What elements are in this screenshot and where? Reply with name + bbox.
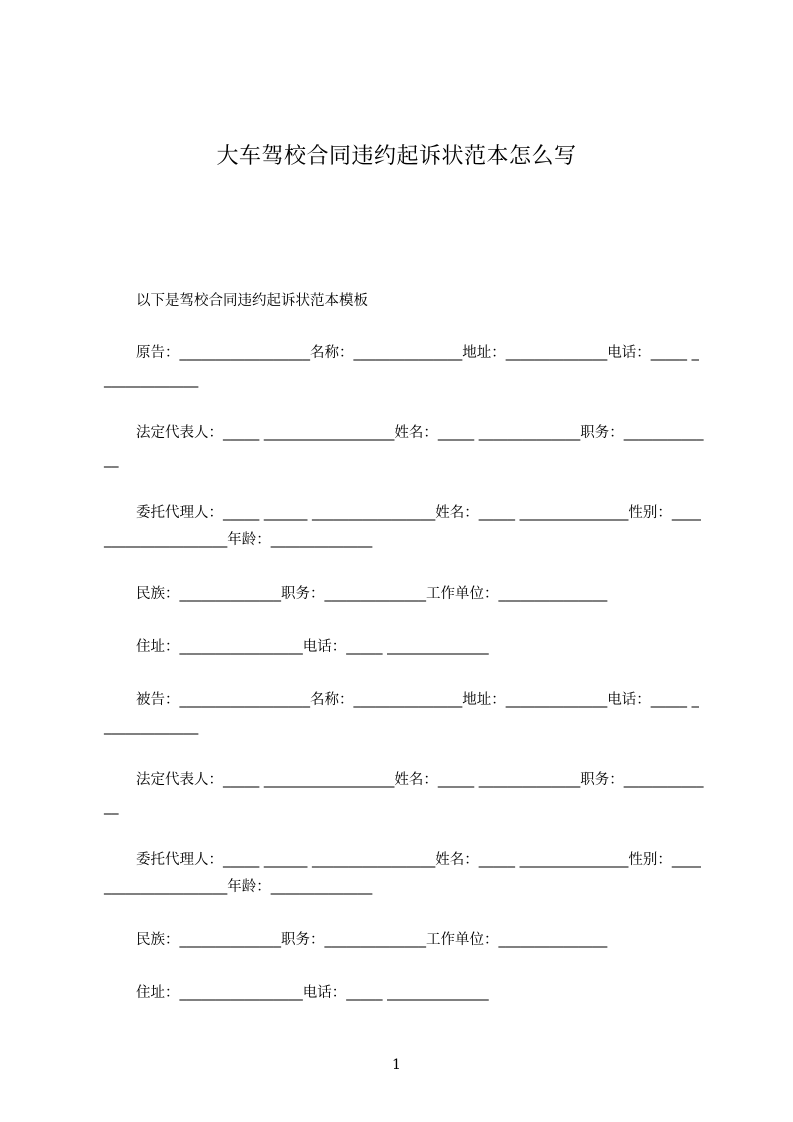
defendant-agent-line: 委托代理人：_____ ______ _________________姓名：_____ _______________性别：_____________________年龄：______________ [104,852,701,895]
intro-paragraph: 以下是驾校合同违约起诉状范本模板 [136,293,368,309]
plaintiff-agent-line: 委托代理人：_____ ______ _________________姓名：_____ _______________性别：_____________________年龄：______________ [104,505,701,548]
plaintiff-line: 原告：__________________名称：_______________地址：______________电话：_____ ______________ [104,345,699,388]
defendant-ethnicity-line: 民族：______________职务：______________工作单位：_______________ [136,932,608,948]
plaintiff-address-line: 住址：_________________电话：_____ ______________ [136,639,489,655]
defendant-line: 被告：__________________名称：_______________地址：______________电话：_____ ______________ [104,692,699,735]
page-number: 1 [392,1057,401,1073]
defendant-address-line: 住址：_________________电话：_____ ______________ [136,985,489,1001]
plaintiff-ethnicity-line: 民族：______________职务：______________工作单位：_______________ [136,586,608,602]
plaintiff-legal-representative-line: 法定代表人：_____ __________________姓名：_____ ______________职务：_____________ [104,425,704,468]
page-title: 大车驾校合同违约起诉状范本怎么写 [216,144,577,169]
defendant-legal-representative-line: 法定代表人：_____ __________________姓名：_____ ______________职务：_____________ [104,772,704,815]
